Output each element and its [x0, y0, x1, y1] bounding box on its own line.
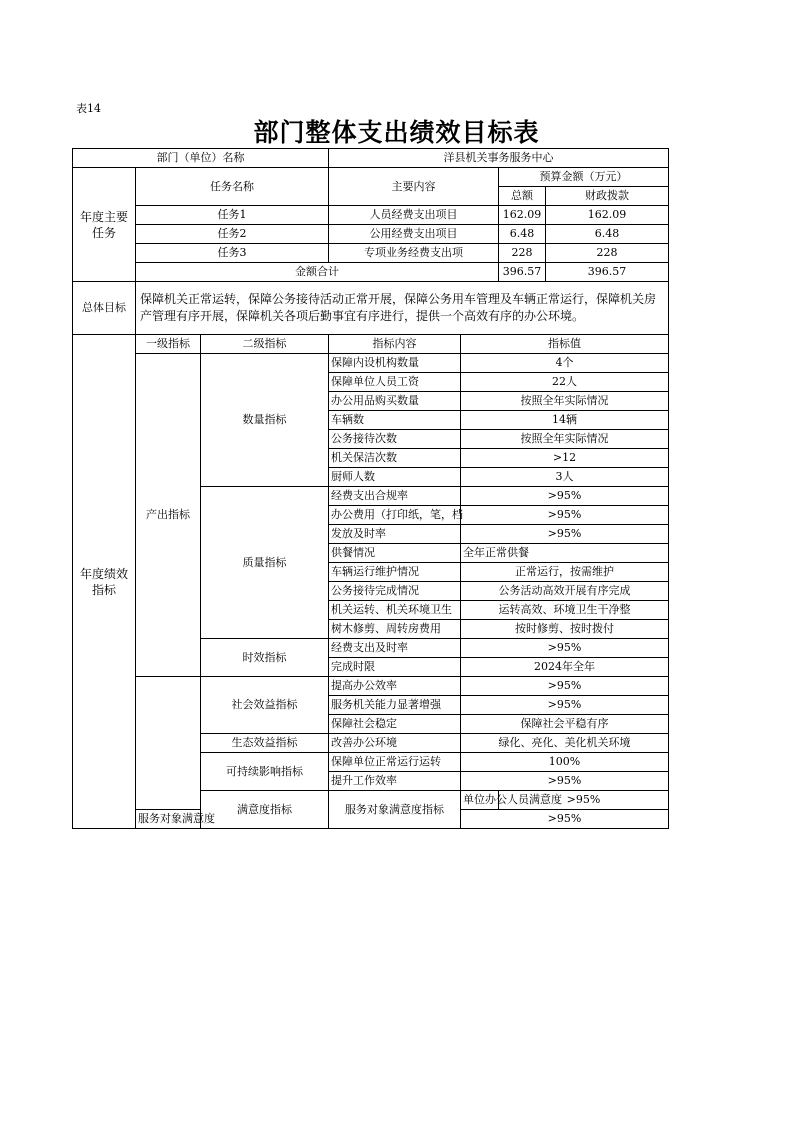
dept-name: 洋县机关事务服务中心: [329, 149, 669, 168]
indicator-value: 保障社会平稳有序: [461, 715, 669, 734]
indicator-value: 全年正常供餐: [461, 544, 669, 563]
quantity-indicator-label: 数量指标: [201, 354, 329, 487]
indicator-content: 发放及时率: [329, 525, 461, 544]
indicator-content: 车辆数: [329, 411, 461, 430]
indicator-content-header: 指标内容: [329, 335, 461, 354]
level2-header: 二级指标: [201, 335, 329, 354]
dept-row: [73, 149, 669, 168]
indicator-value: >95%: [461, 525, 669, 544]
indicator-content: 保障社会稳定: [329, 715, 461, 734]
benefit-indicator-empty: [136, 677, 201, 810]
perf-header-row: [73, 335, 669, 354]
content-header: 主要内容: [329, 168, 499, 206]
task-sum-row: [73, 263, 669, 282]
indicator-content: 办公费用（打印纸，笔，档: [329, 506, 461, 525]
indicator-content: 提高办公效率: [329, 677, 461, 696]
indicator-content: 改善办公环境: [329, 734, 461, 753]
indicator-content: 单位办公人员满意度: [461, 791, 499, 810]
overall-goal-label: 总体目标: [73, 282, 136, 335]
task-content: 专项业务经费支出项: [329, 244, 499, 263]
timeliness-indicator-label: 时效指标: [201, 639, 329, 677]
indicator-value: 公务活动高效开展有序完成: [461, 582, 669, 601]
task-total: 162.09: [499, 206, 546, 225]
indicator-content: 服务对象满意度: [136, 810, 201, 829]
indicator-value-header: 指标值: [461, 335, 669, 354]
social-indicator-label: 社会效益指标: [201, 677, 329, 734]
task-fiscal: 228: [546, 244, 669, 263]
indicator-content: 保障单位正常运行运转: [329, 753, 461, 772]
indicator-value: >95%: [499, 791, 669, 810]
indicator-value: 运转高效、环境卫生干净整: [461, 601, 669, 620]
task-content: 人员经费支出项目: [329, 206, 499, 225]
indicator-value: 绿化、亮化、美化机关环境: [461, 734, 669, 753]
fiscal-header: 财政拨款: [546, 187, 669, 206]
total-header: 总额: [499, 187, 546, 206]
task-total: 228: [499, 244, 546, 263]
indicator-content: 厨师人数: [329, 468, 461, 487]
task-row: [73, 225, 669, 244]
table-number: 表14: [76, 102, 101, 115]
level1-header: 一级指标: [136, 335, 201, 354]
indicator-value: 22人: [461, 373, 669, 392]
indicator-content: 经费支出合规率: [329, 487, 461, 506]
page-title: 部门整体支出绩效目标表: [253, 118, 540, 147]
indicator-content: 经费支出及时率: [329, 639, 461, 658]
indicator-value: >95%: [461, 487, 669, 506]
indicator-content: 公务接待次数: [329, 430, 461, 449]
quality-indicator-label: 质量指标: [201, 487, 329, 639]
indicator-row: [73, 677, 669, 696]
overall-goal-row: [73, 282, 669, 335]
dept-label: 部门（单位）名称: [73, 149, 329, 168]
indicator-value: >12: [461, 449, 669, 468]
indicator-value: 100%: [461, 753, 669, 772]
indicator-content: 车辆运行维护情况: [329, 563, 461, 582]
task-name-header: 任务名称: [136, 168, 329, 206]
indicator-content: 机关运转、机关环境卫生: [329, 601, 461, 620]
performance-target-table: [72, 148, 669, 829]
satisfaction-indicator-label: 满意度指标: [201, 791, 329, 829]
task-name: 任务2: [136, 225, 329, 244]
overall-goal-text: 保障机关正常运转，保障公务接待活动正常开展，保障公务用车管理及车辆正常运行，保障机关房产管理有序开展，保障机关各项后勤事宜有序进行，提供一个高效有序的办公环境。: [136, 282, 669, 335]
sum-total: 396.57: [499, 263, 546, 282]
indicator-content: 办公用品购买数量: [329, 392, 461, 411]
indicator-value: >95%: [461, 506, 669, 525]
output-indicator-label: 产出指标: [136, 354, 201, 677]
budget-header: 预算金额（万元）: [499, 168, 669, 187]
indicator-value: >95%: [461, 696, 669, 715]
indicator-content: 树木修剪、周转房费用: [329, 620, 461, 639]
indicator-content: 供餐情况: [329, 544, 461, 563]
tasks-header-row: [73, 168, 669, 187]
indicator-value: >95%: [461, 772, 669, 791]
sum-label: 金额合计: [136, 263, 499, 282]
task-fiscal: 6.48: [546, 225, 669, 244]
indicator-content: 完成时限: [329, 658, 461, 677]
indicator-content: 服务机关能力显著增强: [329, 696, 461, 715]
indicator-content: 机关保洁次数: [329, 449, 461, 468]
task-row: [73, 206, 669, 225]
indicator-value: 4个: [461, 354, 669, 373]
indicator-value: 按时修剪、按时拨付: [461, 620, 669, 639]
task-name: 任务3: [136, 244, 329, 263]
task-name: 任务1: [136, 206, 329, 225]
indicator-content: 公务接待完成情况: [329, 582, 461, 601]
annual-perf-label: 年度绩效指标: [73, 335, 136, 829]
indicator-value: 3人: [461, 468, 669, 487]
sustainable-indicator-label: 可持续影响指标: [201, 753, 329, 791]
indicator-row: [73, 354, 669, 373]
indicator-value: 2024年全年: [461, 658, 669, 677]
indicator-value: 按照全年实际情况: [461, 392, 669, 411]
indicator-content: 保障单位人员工资: [329, 373, 461, 392]
indicator-value: 按照全年实际情况: [461, 430, 669, 449]
sum-fiscal: 396.57: [546, 263, 669, 282]
indicator-content: 保障内设机构数量: [329, 354, 461, 373]
indicator-value: 14辆: [461, 411, 669, 430]
ecological-indicator-label: 生态效益指标: [201, 734, 329, 753]
service-satisfaction-label: 服务对象满意度指标: [329, 791, 461, 829]
task-fiscal: 162.09: [546, 206, 669, 225]
task-row: [73, 244, 669, 263]
indicator-value: >95%: [461, 677, 669, 696]
indicator-content: 提升工作效率: [329, 772, 461, 791]
indicator-value: >95%: [461, 810, 669, 829]
task-content: 公用经费支出项目: [329, 225, 499, 244]
task-total: 6.48: [499, 225, 546, 244]
indicator-value: 正常运行，按需维护: [461, 563, 669, 582]
indicator-value: >95%: [461, 639, 669, 658]
annual-tasks-label: 年度主要任务: [73, 168, 136, 282]
